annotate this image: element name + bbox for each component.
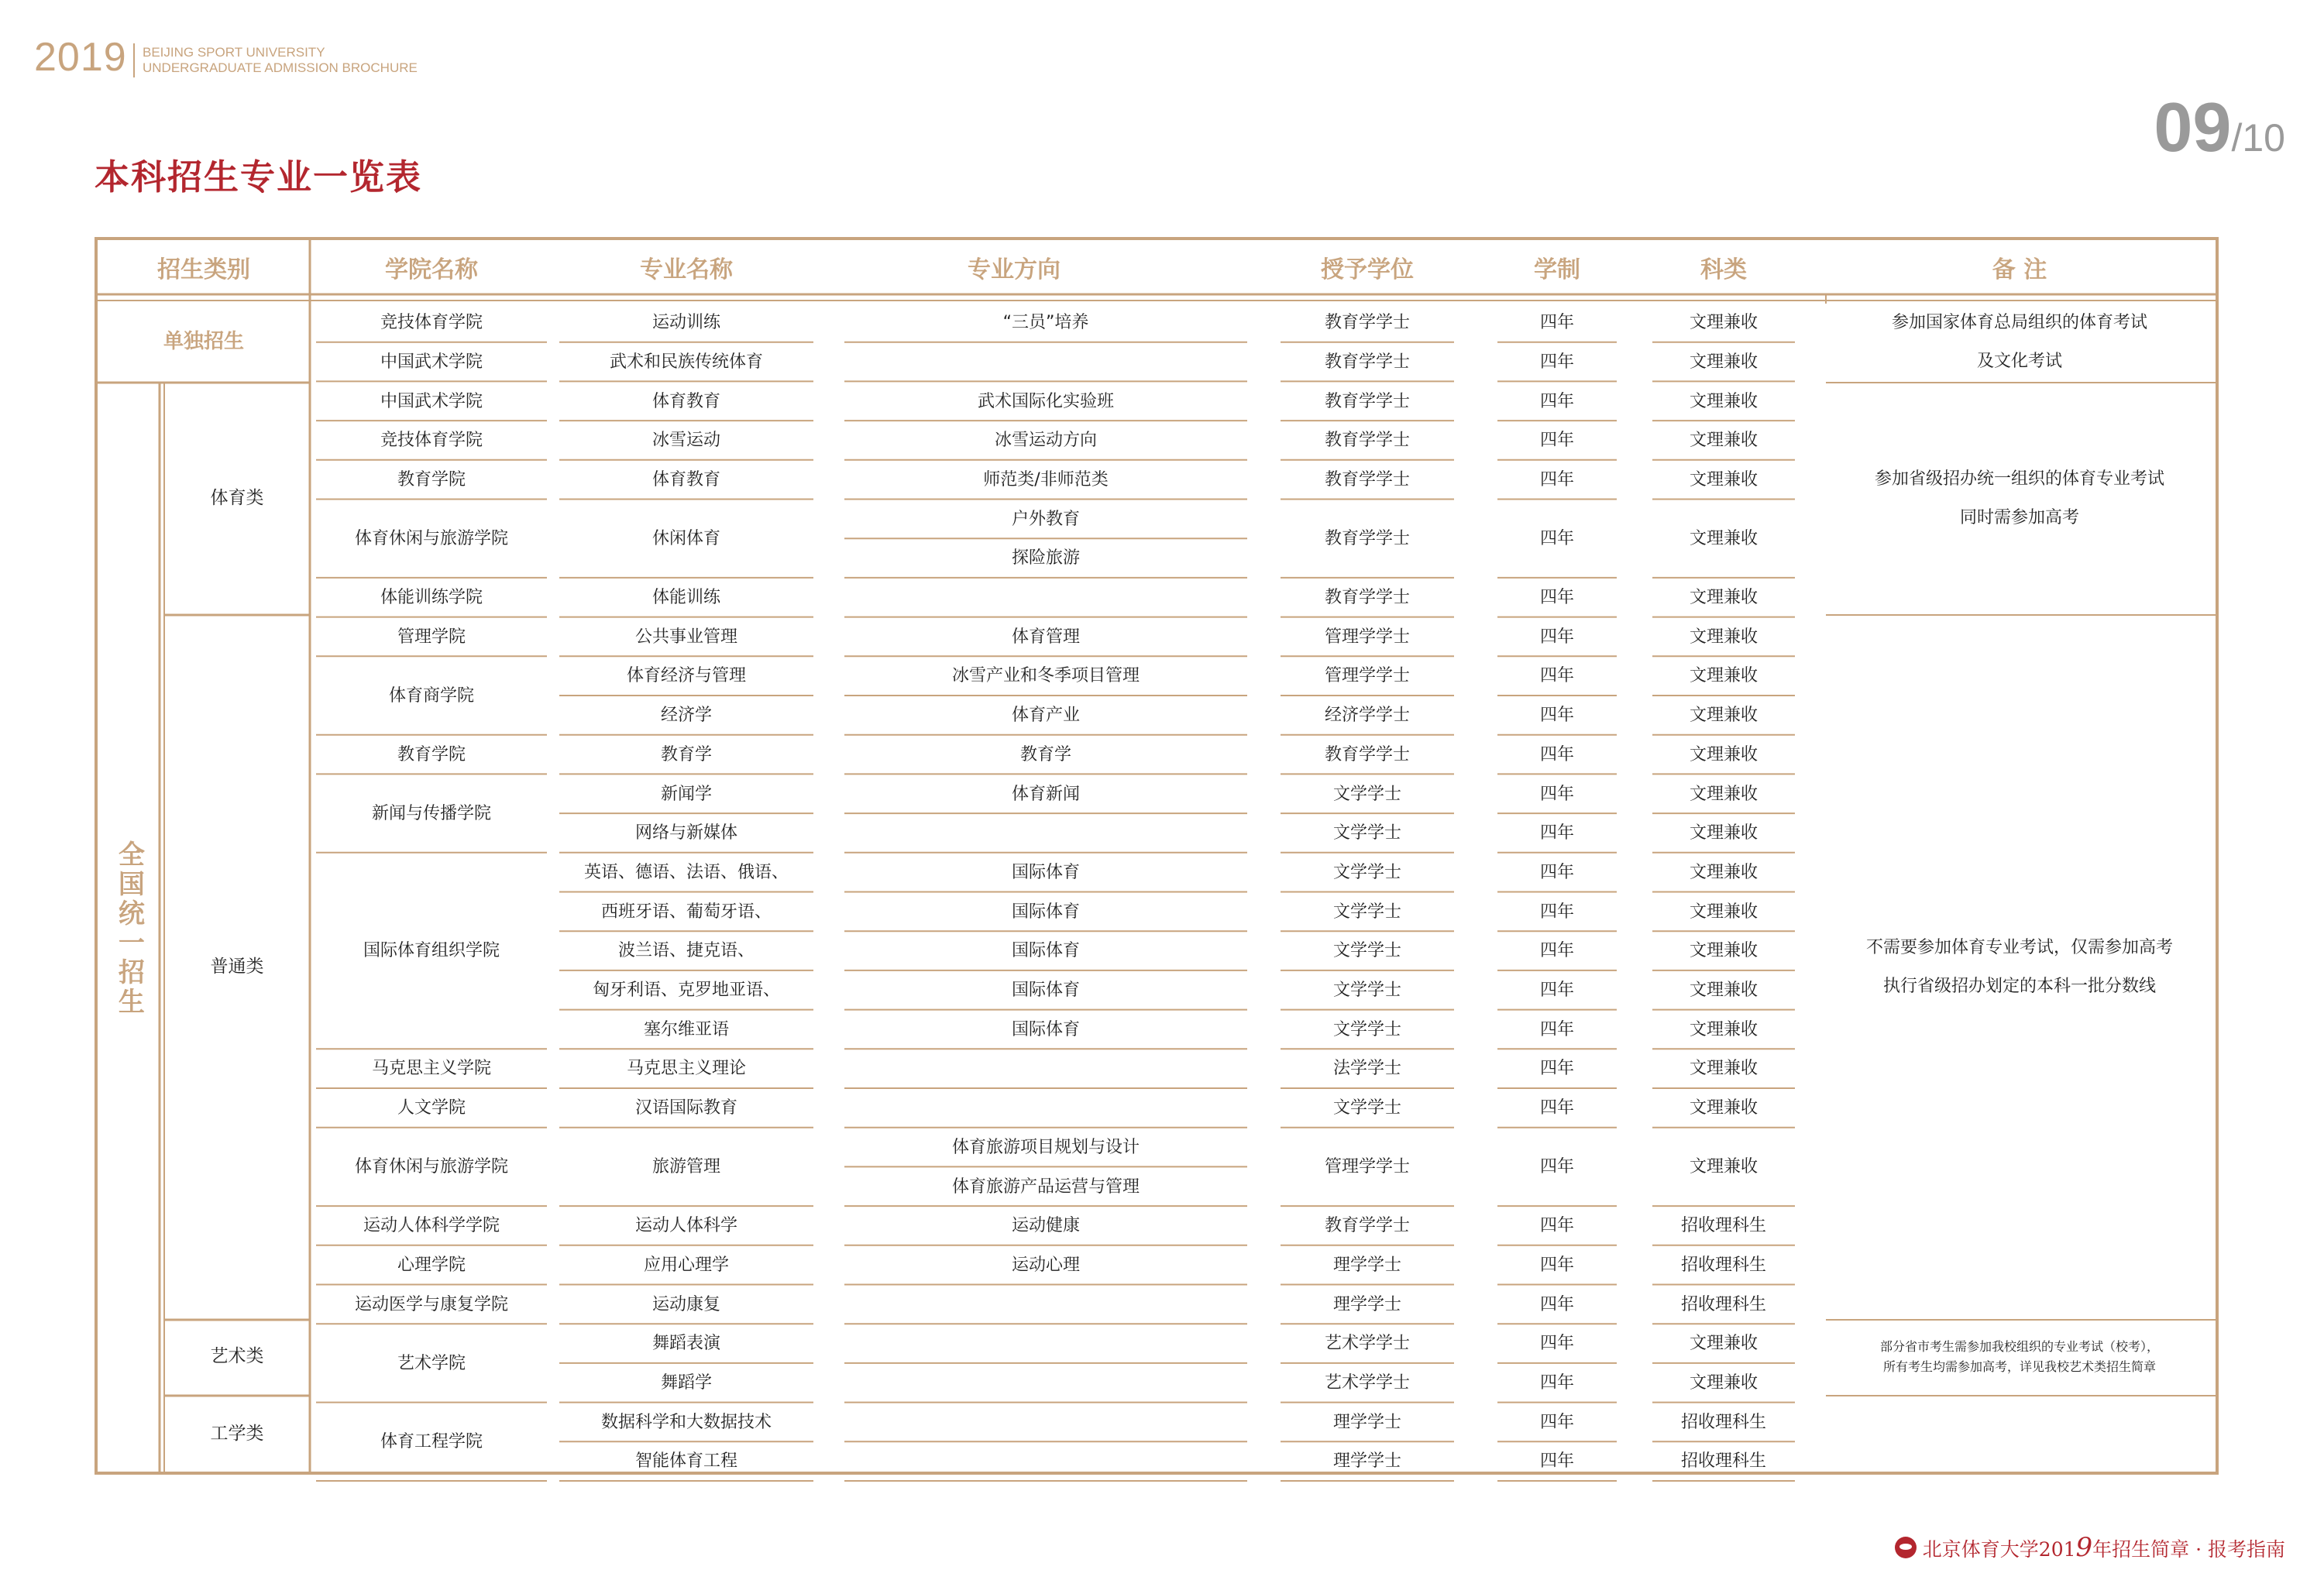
major-cell: 新闻学	[660, 784, 712, 804]
subject-cell: 文理兼收	[1689, 391, 1758, 411]
degree-cell: 文学学士	[1332, 1098, 1401, 1118]
major-cell: 运动人体科学	[634, 1216, 737, 1236]
major-cell: 体能训练	[651, 588, 720, 608]
subject-cell: 文理兼收	[1689, 588, 1758, 608]
subject-cell: 文理兼收	[1689, 627, 1758, 647]
note-single-admission	[1826, 304, 2213, 381]
major-cell: 经济学	[660, 706, 712, 726]
col-header-major: 专业名称	[640, 256, 733, 283]
degree-cell: 教育学学士	[1324, 744, 1410, 764]
direction-cell: 体育管理	[1011, 627, 1080, 647]
degree-cell: 教育学学士	[1324, 352, 1410, 372]
duration-cell: 四年	[1539, 1216, 1574, 1236]
direction-cell: 体育新闻	[1011, 784, 1080, 804]
major-cell: 运动康复	[651, 1294, 720, 1314]
direction-cell: 师范类/非师范类	[983, 469, 1109, 489]
direction-cell: 体育旅游项目规划与设计	[951, 1137, 1140, 1157]
duration-cell: 四年	[1539, 469, 1574, 489]
note-line: 部分省市考生需参加我校组织的专业考试（校考），	[1879, 1339, 2159, 1354]
header-english-line-2: UNDERGRADUATE ADMISSION BROCHURE	[143, 60, 418, 75]
duration-cell: 四年	[1539, 627, 1574, 647]
duration-cell: 四年	[1539, 1334, 1574, 1354]
degree-cell: 教育学学士	[1324, 529, 1410, 548]
note-line: 参加国家体育总局组织的体育考试	[1891, 313, 2147, 332]
direction-cell-empty	[838, 579, 1253, 618]
duration-cell: 四年	[1539, 784, 1574, 804]
major-cell: 冰雪运动	[651, 431, 720, 451]
subject-cell: 文理兼收	[1689, 981, 1758, 1001]
subject-cell: 文理兼收	[1689, 823, 1758, 843]
duration-cell: 四年	[1539, 744, 1574, 764]
direction-cell: “三员”培养	[1002, 313, 1089, 333]
college-cell: 体能训练学院	[380, 588, 483, 608]
note-line: 所有考生均需参加高考，详见我校艺术类招生简章	[1882, 1359, 2156, 1374]
direction-cell-empty	[838, 1049, 1253, 1089]
note-line: 执行省级招办划定的本科一批分数线	[1882, 977, 2156, 996]
subject-cell: 文理兼收	[1689, 469, 1758, 489]
major-cell: 体育教育	[651, 469, 720, 489]
college-cell: 教育学院	[397, 744, 466, 764]
major-cell: 马克思主义理论	[626, 1059, 746, 1079]
major-cell: 运动训练	[651, 313, 720, 333]
direction-cell-empty	[838, 1286, 1253, 1325]
major-cell: 智能体育工程	[634, 1451, 737, 1472]
college-cell: 人文学院	[397, 1098, 466, 1118]
degree-cell: 管理学学士	[1324, 627, 1410, 647]
college-cell: 中国武术学院	[380, 352, 483, 372]
note-general	[1826, 615, 2213, 1320]
subject-cell: 文理兼收	[1689, 902, 1758, 922]
duration-cell: 四年	[1539, 352, 1574, 372]
major-cell: 武术和民族传统体育	[609, 352, 763, 372]
direction-cell: 冰雪产业和冬季项目管理	[951, 666, 1140, 686]
footer-brand	[1895, 1532, 2285, 1563]
direction-cell-empty	[838, 1364, 1253, 1403]
degree-cell: 管理学学士	[1324, 1157, 1410, 1177]
college-cell: 运动医学与康复学院	[354, 1294, 508, 1314]
subject-cell: 文理兼收	[1689, 352, 1758, 372]
category-art: 艺术类	[210, 1346, 264, 1367]
degree-cell: 教育学学士	[1324, 588, 1410, 608]
subject-cell: 文理兼收	[1689, 529, 1758, 548]
major-cell: 匈牙利语、克罗地亚语、	[592, 981, 780, 1001]
duration-cell: 四年	[1539, 1059, 1574, 1079]
college-cell: 体育商学院	[388, 685, 474, 706]
major-cell: 旅游管理	[651, 1157, 720, 1177]
direction-cell: 冰雪运动方向	[994, 431, 1097, 451]
duration-cell: 四年	[1539, 862, 1574, 882]
note-line: 及文化考试	[1976, 352, 2062, 371]
subject-cell: 招收理科生	[1680, 1255, 1766, 1275]
subject-cell: 文理兼收	[1689, 941, 1758, 961]
direction-cell-empty	[838, 1403, 1253, 1443]
subject-cell: 文理兼收	[1689, 1334, 1758, 1354]
subject-cell: 文理兼收	[1689, 666, 1758, 686]
major-cell: 数据科学和大数据技术	[600, 1412, 772, 1432]
degree-cell: 艺术学学士	[1324, 1334, 1410, 1354]
direction-cell: 体育旅游产品运营与管理	[951, 1177, 1140, 1197]
note-line: 不需要参加体育专业考试，仅需参加高考	[1865, 938, 2173, 957]
major-cell: 塞尔维亚语	[643, 1019, 729, 1039]
subject-cell: 文理兼收	[1689, 1019, 1758, 1039]
subject-cell: 文理兼收	[1689, 1098, 1758, 1118]
duration-cell: 四年	[1539, 1412, 1574, 1432]
direction-cell-empty	[838, 1442, 1253, 1482]
degree-cell: 教育学学士	[1324, 391, 1410, 411]
col-header-duration: 学制	[1534, 256, 1580, 283]
major-cell: 舞蹈学	[660, 1373, 712, 1393]
duration-cell: 四年	[1539, 1451, 1574, 1472]
degree-cell: 文学学士	[1332, 823, 1401, 843]
direction-cell: 体育产业	[1011, 706, 1080, 726]
note-sports	[1826, 383, 2213, 615]
subject-cell: 文理兼收	[1689, 431, 1758, 451]
duration-cell: 四年	[1539, 1019, 1574, 1039]
duration-cell: 四年	[1539, 588, 1574, 608]
duration-cell: 四年	[1539, 981, 1574, 1001]
duration-cell: 四年	[1539, 313, 1574, 333]
major-cell: 波兰语、捷克语、	[617, 941, 755, 961]
degree-cell: 理学学士	[1332, 1451, 1401, 1472]
major-cell: 网络与新媒体	[634, 823, 737, 843]
college-cell: 新闻与传播学院	[371, 803, 491, 823]
footer-text: 北京体育大学2019年招生简章 · 报考指南	[1922, 1532, 2285, 1563]
degree-cell: 教育学学士	[1324, 431, 1410, 451]
col-header-category: 招生类别	[157, 256, 250, 283]
degree-cell: 文学学士	[1332, 902, 1401, 922]
duration-cell: 四年	[1539, 902, 1574, 922]
university-logo-icon	[1895, 1537, 1917, 1558]
major-cell: 西班牙语、葡萄牙语、	[600, 902, 772, 922]
direction-cell: 运动健康	[1011, 1216, 1080, 1236]
major-cell: 舞蹈表演	[651, 1334, 720, 1354]
duration-cell: 四年	[1539, 706, 1574, 726]
major-cell: 英语、德语、法语、俄语、	[583, 862, 789, 882]
note-line: 同时需参加高考	[1959, 508, 2079, 527]
subject-cell: 招收理科生	[1680, 1216, 1766, 1236]
direction-cell: 国际体育	[1011, 981, 1080, 1001]
header-english-line-1: BEIJING SPORT UNIVERSITY	[143, 45, 325, 60]
degree-cell: 法学学士	[1332, 1059, 1401, 1079]
subject-cell: 文理兼收	[1689, 1157, 1758, 1177]
col-header-note: 备 注	[1992, 256, 2047, 283]
duration-cell: 四年	[1539, 431, 1574, 451]
major-cell: 体育经济与管理	[626, 666, 746, 686]
duration-cell: 四年	[1539, 1098, 1574, 1118]
subject-cell: 文理兼收	[1689, 744, 1758, 764]
degree-cell: 教育学学士	[1324, 469, 1410, 489]
subject-cell: 文理兼收	[1689, 862, 1758, 882]
direction-cell: 国际体育	[1011, 1019, 1080, 1039]
col-header-direction: 专业方向	[968, 256, 1061, 283]
major-cell: 体育教育	[651, 391, 720, 411]
direction-cell: 教育学	[1019, 744, 1071, 764]
note-art	[1826, 1320, 2213, 1394]
degree-cell: 教育学学士	[1324, 1216, 1410, 1236]
page-current: 09	[2154, 89, 2232, 167]
duration-cell: 四年	[1539, 1294, 1574, 1314]
degree-cell: 理学学士	[1332, 1412, 1401, 1432]
subject-cell: 文理兼收	[1689, 1059, 1758, 1079]
direction-cell: 国际体育	[1011, 862, 1080, 882]
degree-cell: 文学学士	[1332, 1019, 1401, 1039]
duration-cell: 四年	[1539, 1255, 1574, 1275]
direction-cell: 运动心理	[1011, 1255, 1080, 1275]
college-cell: 艺术学院	[397, 1353, 466, 1373]
direction-cell-empty	[838, 814, 1253, 854]
category-engineering: 工学类	[210, 1424, 264, 1444]
degree-cell: 理学学士	[1332, 1294, 1401, 1314]
page-title: 本科招生专业一览表	[95, 156, 423, 198]
subject-cell: 文理兼收	[1689, 784, 1758, 804]
duration-cell: 四年	[1539, 529, 1574, 548]
college-cell: 竞技体育学院	[380, 431, 483, 451]
college-cell: 中国武术学院	[380, 391, 483, 411]
subject-cell: 招收理科生	[1680, 1294, 1766, 1314]
subject-cell: 文理兼收	[1689, 1373, 1758, 1393]
degree-cell: 文学学士	[1332, 941, 1401, 961]
duration-cell: 四年	[1539, 823, 1574, 843]
duration-cell: 四年	[1539, 666, 1574, 686]
note-line: 参加省级招办统一组织的体育专业考试	[1874, 469, 2164, 489]
duration-cell: 四年	[1539, 1157, 1574, 1177]
direction-cell-empty	[838, 343, 1253, 383]
college-cell: 体育工程学院	[380, 1432, 483, 1452]
degree-cell: 经济学学士	[1324, 706, 1410, 726]
degree-cell: 艺术学学士	[1324, 1373, 1410, 1393]
col-header-college: 学院名称	[385, 256, 478, 283]
subject-cell: 招收理科生	[1680, 1451, 1766, 1472]
direction-cell-empty	[838, 1089, 1253, 1128]
college-cell: 管理学院	[397, 627, 466, 647]
college-cell: 国际体育组织学院	[363, 941, 500, 961]
college-cell: 教育学院	[397, 469, 466, 489]
major-cell: 应用心理学	[643, 1255, 729, 1275]
category-sports: 体育类	[210, 488, 264, 509]
direction-cell: 探险旅游	[1011, 548, 1080, 569]
duration-cell: 四年	[1539, 941, 1574, 961]
col-header-degree: 授予学位	[1321, 256, 1414, 283]
college-cell: 体育休闲与旅游学院	[354, 529, 508, 548]
subject-cell: 招收理科生	[1680, 1412, 1766, 1432]
group-single-admission: 单独招生	[163, 330, 244, 354]
major-cell: 教育学	[660, 744, 712, 764]
college-cell: 马克思主义学院	[371, 1059, 491, 1079]
major-cell: 休闲体育	[651, 529, 720, 548]
college-cell: 体育休闲与旅游学院	[354, 1157, 508, 1177]
major-cell: 公共事业管理	[634, 627, 737, 647]
college-cell: 竞技体育学院	[380, 313, 483, 333]
direction-cell-empty	[838, 1324, 1253, 1364]
degree-cell: 文学学士	[1332, 784, 1401, 804]
college-cell: 运动人体科学学院	[363, 1216, 500, 1236]
major-cell: 汉语国际教育	[634, 1098, 737, 1118]
college-cell: 心理学院	[397, 1255, 466, 1275]
degree-cell: 文学学士	[1332, 862, 1401, 882]
duration-cell: 四年	[1539, 1373, 1574, 1393]
duration-cell: 四年	[1539, 391, 1574, 411]
category-general: 普通类	[210, 957, 264, 977]
direction-cell: 国际体育	[1011, 902, 1080, 922]
degree-cell: 文学学士	[1332, 981, 1401, 1001]
degree-cell: 管理学学士	[1324, 666, 1410, 686]
group-national-admission: 全国统一招生	[113, 840, 145, 1017]
subject-cell: 文理兼收	[1689, 313, 1758, 333]
direction-cell: 户外教育	[1011, 509, 1080, 529]
direction-cell: 国际体育	[1011, 941, 1080, 961]
degree-cell: 教育学学士	[1324, 313, 1410, 333]
degree-cell: 理学学士	[1332, 1255, 1401, 1275]
brochure-year: 2019	[34, 35, 127, 80]
page-total: /10	[2231, 116, 2285, 160]
col-header-subject: 科类	[1700, 256, 1747, 283]
subject-cell: 文理兼收	[1689, 706, 1758, 726]
direction-cell: 武术国际化实验班	[977, 391, 1114, 411]
